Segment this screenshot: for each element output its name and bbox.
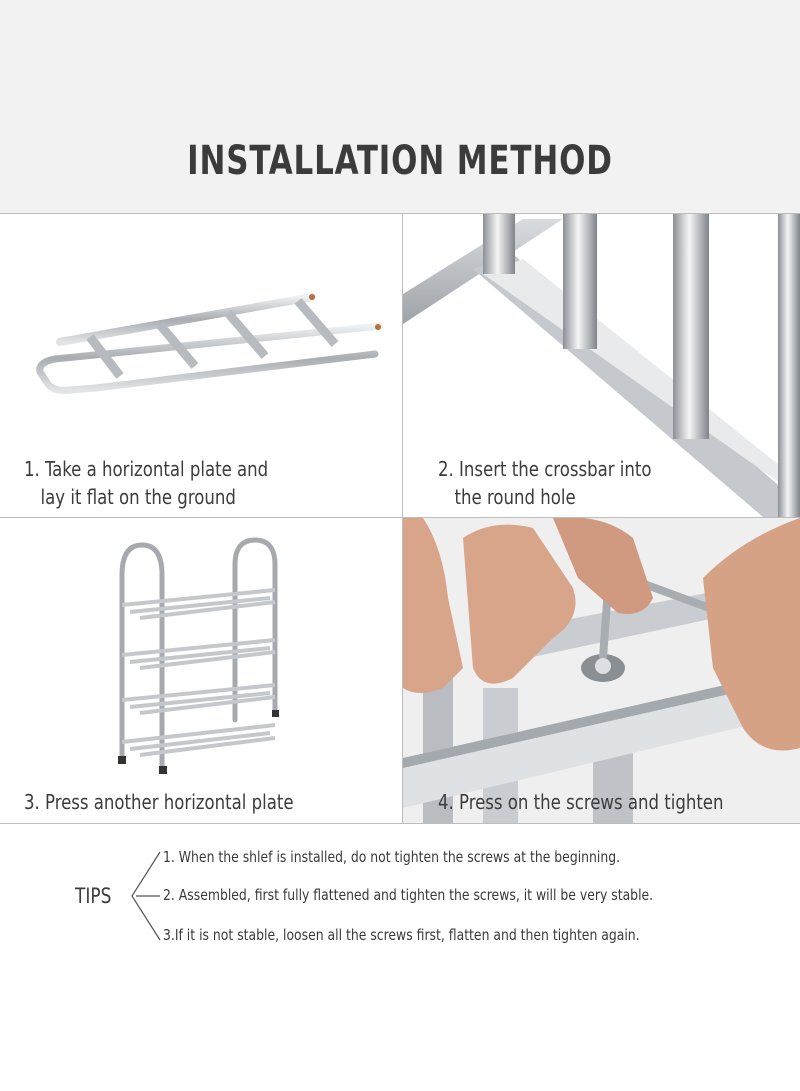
step-2-caption	[438, 455, 651, 511]
step-4-caption	[438, 788, 723, 816]
step-1-caption	[24, 455, 268, 511]
tip-item-2: 2. Assembled, first fully flattened and tighten the screws, it will be very stable.	[163, 886, 654, 904]
tip-item-3: 3.If it is not stable, loosen all the screws first, flatten and then tighten again.	[163, 926, 640, 944]
tips-bracket-icon	[128, 850, 168, 945]
page-title: INSTALLATION METHOD	[187, 138, 613, 184]
step-2-caption-line2: the round hole	[454, 485, 576, 509]
tip-item-1: 1. When the shlef is installed, do not tighten the screws at the beginning.	[163, 848, 621, 866]
step-3-image	[100, 530, 300, 778]
step-3-caption	[24, 788, 294, 816]
divider-bottom	[0, 823, 800, 824]
tips-label: TIPS	[75, 884, 112, 908]
step-4-image	[403, 518, 800, 823]
step-2-caption-line1: 2. Insert the crossbar into	[438, 457, 652, 481]
step-4-caption-line1: 4. Press on the screws and tighten	[438, 790, 724, 814]
step-1-image	[0, 214, 402, 444]
step-1-caption-line2: lay it flat on the ground	[40, 485, 236, 509]
step-1-caption-line1: 1. Take a horizontal plate and	[24, 457, 269, 481]
step-3-caption-line1: 3. Press another horizontal plate	[24, 790, 294, 814]
